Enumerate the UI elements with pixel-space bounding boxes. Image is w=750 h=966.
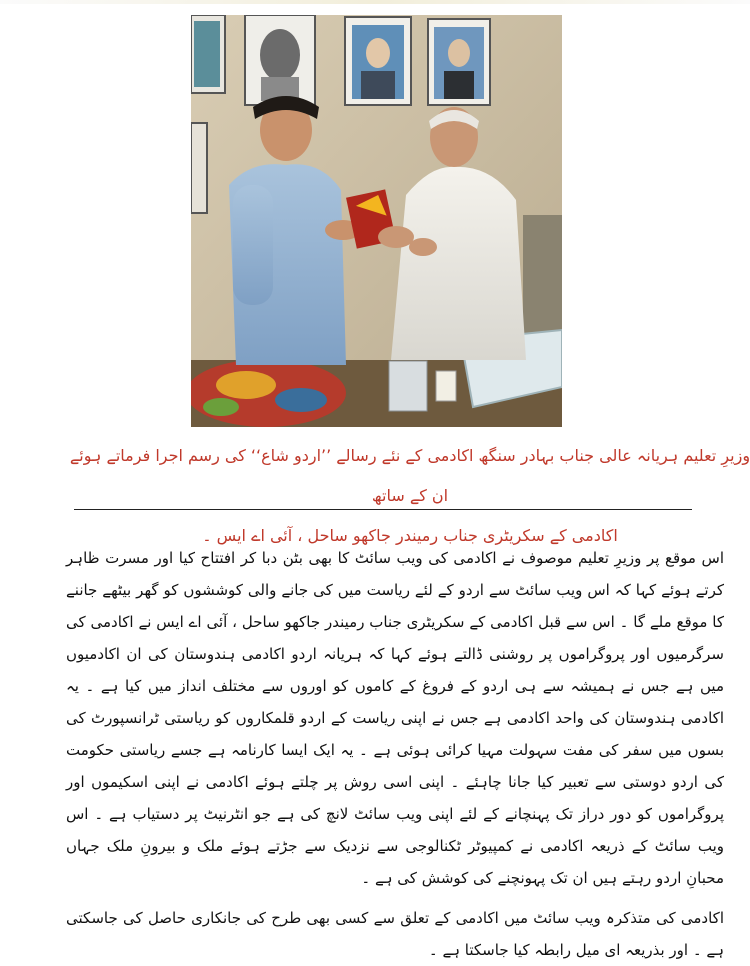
divider-rule bbox=[74, 509, 692, 510]
portrait-frame-side bbox=[191, 123, 207, 213]
photo-caption bbox=[60, 436, 750, 556]
article-paragraph-2: اکادمی کی متذکرہ ویب سائٹ میں اکادمی کے تعلق سے کسی بھی طرح کی جانکاری حاصل کی جاسکتی ہے ۔ اور بذریعہ ای میل رابطہ کیا جاسکتا ہے ۔ bbox=[66, 909, 724, 959]
caption-line-2: اکادمی کے سکریٹری جناب رمیندر جاکھو ساحل ، آئی اے ایس ۔ bbox=[202, 526, 618, 545]
article-body bbox=[66, 542, 724, 966]
event-photo bbox=[191, 15, 562, 427]
portrait-frame-left bbox=[191, 15, 225, 93]
portrait-frame-gandhi bbox=[245, 15, 315, 105]
portrait-frame-center bbox=[345, 17, 411, 105]
article-paragraph-1: اس موقع پر وزیرِ تعلیم موصوف نے اکادمی کی ویب سائٹ کا بھی بٹن دبا کر افتتاح کیا اور مسرت ظاہر کرتے ہوئے کہا کہ اس ویب سائٹ سے اردو کے لئے ریاست میں کی جانے والی کوششوں کو گھر بیٹھے جاننے کا موقع ملے گا ۔ اس سے قبل اکادمی کے سکریٹری جناب رمیندر جاکھو ساحل ، آئی اے ایس نے اکادمی کی سرگرمیوں اور پروگراموں پر روشنی ڈالتے ہوئے کہا کہ ہریانہ اردو اکادمی ہندوستان کی ان اکادمیوں میں ہے جس نے ہمیشہ سے ہی اردو کے فروغ کے کاموں کو اوروں سے مختلف انداز میں کیا ہے ۔ یہ اکادمی ہندوستان کی واحد اکادمی ہے جس نے اپنی ریاست کے اردو قلمکاروں کو ریاستی ٹرانسپورٹ کی بسوں میں سفر کی مفت سہولت مہیا کرائی ہوئی ہے ۔ یہ ایک ایسا کارنامہ ہے جسے ریاستی حکومت کی اردو دوستی سے تعبیر کیا جانا چاہئے ۔ اپنی اسی روش پر چلتے ہوئے اکادمی نے اپنی اسکیموں اور پروگراموں کو دور دراز تک پہنچانے کے لئے اپنی ویب سائٹ لانچ کی ہے جو انٹرنیٹ پر دستیاب ہے ۔ اس ویب سائٹ کے ذریعہ اکادمی نے کمپیوٹر ٹکنالوجی سے نزدیک سے جڑتے ہوئے ملک و بیرونِ ملک جہاں محبانِ اردو رہتے ہیں ان تک پہونچنے کی کوشش کی ہے ۔ bbox=[66, 549, 725, 887]
portrait-frame-right bbox=[428, 19, 490, 105]
top-decorative-line bbox=[0, 0, 750, 4]
caption-line-1: وزیرِ تعلیم ہریانہ عالی جناب بہادر سنگھ اکادمی کے نئے رسالے ’’اردو شاع‘‘ کی رسم اجرا فرماتے ہوئے ان کے ساتھ bbox=[69, 446, 750, 505]
